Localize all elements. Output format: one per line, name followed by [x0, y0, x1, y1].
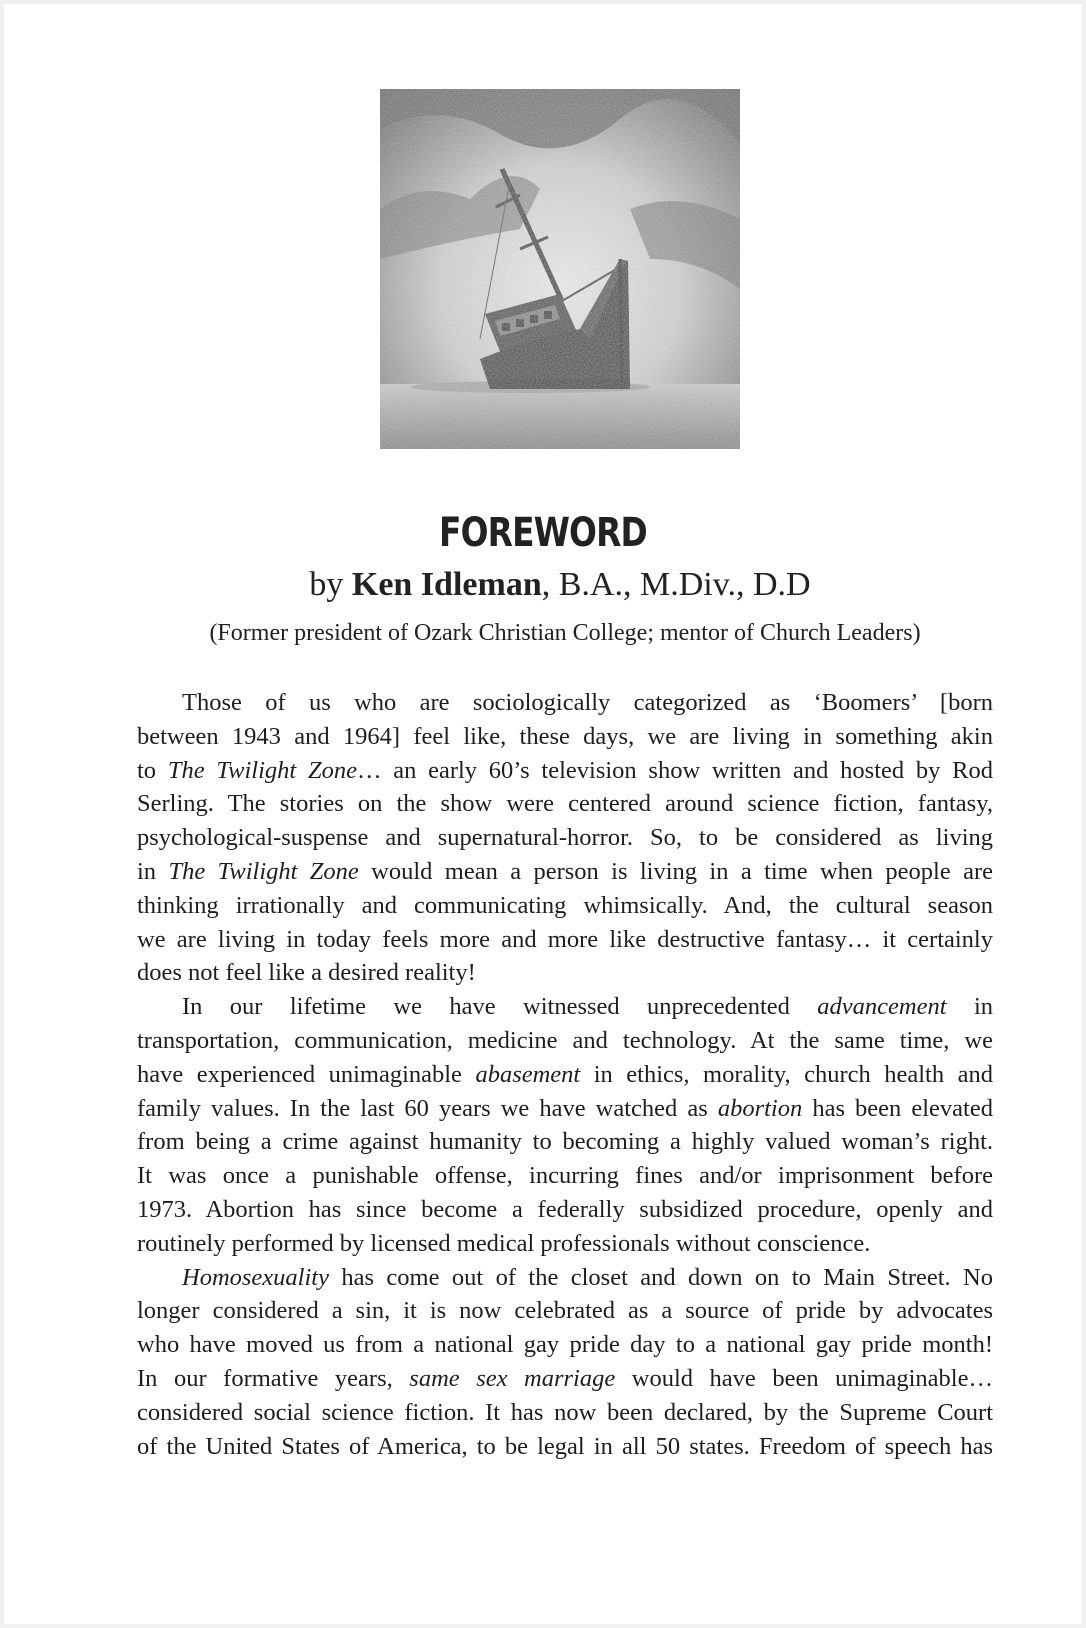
text-line	[137, 1261, 993, 1295]
text-run: have experienced unimaginable	[137, 1060, 476, 1088]
text-run: … an early 60’s television show written and hosted by Rod	[356, 756, 993, 784]
text-run: in	[137, 857, 169, 885]
text-run: would have been unimaginable…	[615, 1364, 993, 1392]
text-run: does not feel like a desired reality!	[137, 959, 476, 987]
text-run: 1973. Abortion has since become a federally subsidized procedure, openly and	[137, 1195, 993, 1223]
text-line	[137, 821, 993, 855]
text-line	[137, 1092, 993, 1126]
page-title: FOREWORD	[439, 510, 647, 556]
text-line	[137, 1024, 993, 1058]
author-byline	[0, 566, 1086, 604]
author-affiliation: (Former president of Ozark Christian College; mentor of Church Leaders)	[209, 620, 921, 646]
text-line	[137, 686, 993, 720]
author-credentials: , B.A., M.Div., D.D	[541, 566, 811, 603]
text-run: Those of us who are sociologically categorized as ‘Boomers’ [born	[182, 689, 993, 716]
text-run: from being a crime against humanity to becoming a highly valued woman’s right.	[137, 1128, 993, 1156]
text-run: we are living in today feels more and more like destructive fantasy… it certainly	[137, 925, 993, 953]
text-run: transportation, communication, medicine and technology. At the same time, we	[137, 1026, 993, 1054]
text-line	[137, 1159, 993, 1193]
text-line	[137, 1362, 993, 1396]
text-line	[137, 720, 993, 754]
text-run: routinely performed by licensed medical professionals without conscience.	[137, 1229, 871, 1257]
text-run: thinking irrationally and communicating whimsically. And, the cultural season	[137, 891, 993, 919]
text-line	[137, 889, 993, 923]
text-line	[137, 787, 993, 821]
text-run: Serling. The stories on the show were centered around science fiction, fantasy,	[137, 790, 993, 818]
text-run: in	[946, 993, 993, 1021]
text-run: In our formative years,	[137, 1364, 410, 1392]
text-run: has come out of the closet and down on to Main Street. No	[328, 1263, 993, 1291]
text-line	[137, 956, 993, 990]
text-run: considered social science fiction. It has now been declared, by the Supreme Court	[137, 1398, 993, 1426]
text-line	[137, 1193, 993, 1227]
text-run: family values. In the last 60 years we have watched as	[137, 1094, 718, 1122]
text-line	[137, 1058, 993, 1092]
text-line	[137, 1396, 993, 1430]
italic-text: abasement	[475, 1060, 581, 1088]
italic-text: The Twilight Zone	[168, 857, 359, 885]
text-run: longer considered a sin, it is now celebrated as a source of pride by advocates	[137, 1297, 993, 1325]
text-run: would mean a person is living in a time when people are	[358, 857, 994, 885]
italic-text: same sex marriage	[409, 1364, 616, 1392]
author-name: Ken Idleman	[351, 566, 542, 603]
italic-text: abortion	[717, 1094, 803, 1122]
text-line	[137, 1430, 993, 1464]
byline-prefix: by	[309, 566, 352, 603]
text-run: has been elevated	[802, 1094, 993, 1122]
text-run: of the United States of America, to be legal in all 50 states. Freedom of speech has	[137, 1432, 993, 1460]
text-line	[137, 1227, 993, 1261]
text-line	[137, 1125, 993, 1159]
foreword-body	[137, 686, 993, 1463]
text-run: who have moved us from a national gay pride day to a national gay pride month!	[137, 1331, 993, 1359]
text-run: It was once a punishable offense, incurring fines and/or imprisonment before	[137, 1162, 993, 1190]
text-line	[137, 754, 993, 788]
text-line	[137, 990, 993, 1024]
text-line	[137, 855, 993, 889]
text-line	[137, 1294, 993, 1328]
shipwreck-illustration	[380, 89, 740, 449]
text-run: between 1943 and 1964] feel like, these days, we are living in something akin	[137, 722, 993, 750]
text-run: In our lifetime we have witnessed unprecedented	[182, 993, 818, 1021]
text-run: psychological-suspense and supernatural-horror. So, to be considered as living	[137, 824, 993, 852]
text-line	[137, 923, 993, 957]
italic-text: advancement	[817, 993, 947, 1021]
italic-text: The Twilight Zone	[167, 756, 357, 784]
text-run: to	[137, 756, 168, 784]
text-run: in ethics, morality, church health and	[580, 1060, 993, 1088]
text-line	[137, 1328, 993, 1362]
italic-text: Homosexuality	[182, 1263, 329, 1291]
